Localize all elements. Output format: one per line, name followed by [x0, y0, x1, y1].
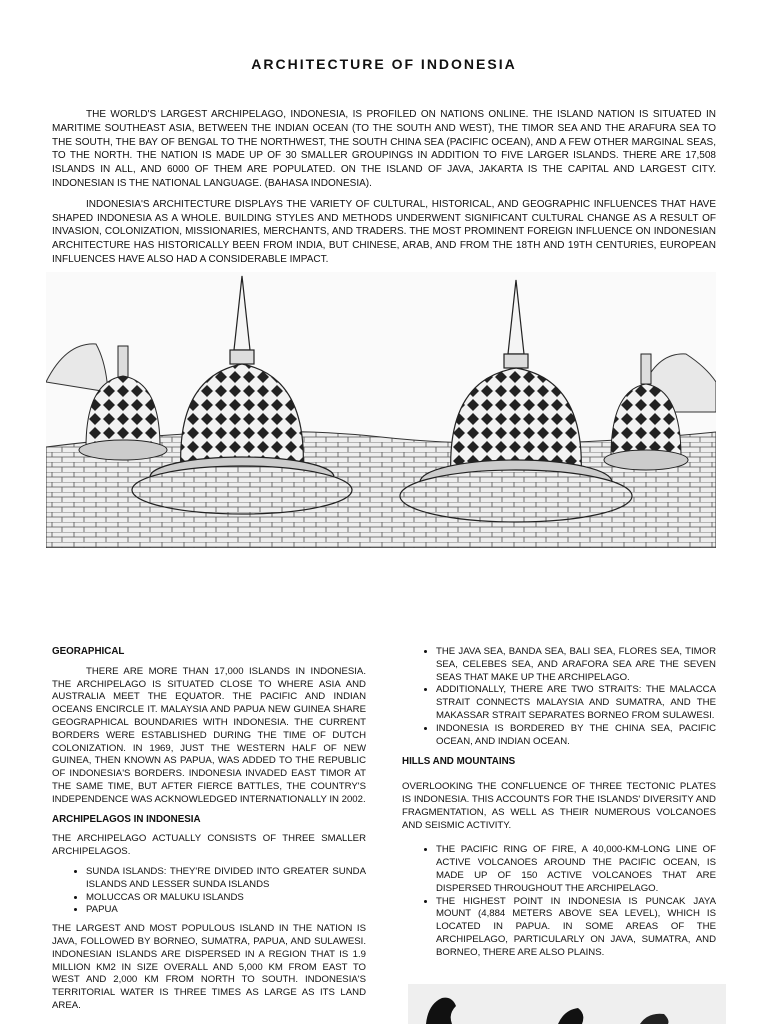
seas-list — [402, 646, 716, 748]
list-item: • INDONESIA IS BORDERED BY THE CHINA SEA, PACIFIC OCEAN, AND INDIAN OCEAN. — [436, 723, 716, 749]
hills-heading: HILLS AND MOUNTAINS — [402, 756, 516, 768]
borobudur-stupa-illustration — [46, 272, 716, 548]
hills-list — [402, 844, 716, 959]
list-item: • THE JAVA SEA, BANDA SEA, BALI SEA, FLORES SEA, TIMOR SEA, CELEBES SEA, AND ARAFORA SEA ARE THE SEVEN SEAS THAT MAKE UP THE ARCHIPELAGO. — [436, 646, 716, 684]
list-item: • PAPUA — [86, 904, 366, 917]
list-item: • THE HIGHEST POINT IN INDONESIA IS PUNCAK JAYA MOUNT (4,884 METERS ABOVE SEA LEVEL), WHICH IS LOCATED IN PAPUA. IN SOME AREAS OF THE ARCHIPELAGO, PARTICULARLY ON JAVA, SUMATRA, AND BORNEO, THERE ARE ALSO PLAINS. — [436, 896, 716, 960]
intro-paragraph: INDONESIA'S ARCHITECTURE DISPLAYS THE VARIETY OF CULTURAL, HISTORICAL, AND GEOGRAPHIC INFLUENCES THAT HAVE SHAPED INDONESIA AS A WHOLE. BUILDING STYLES AND METHODS UNDERWENT SIGNIFICANT CULTURAL CHANGE AS A RESULT OF INVASION, COLONIZATION, MISSIONARIES, MERCHANTS, AND TRADERS. THE MOST PROMINENT FOREIGN INFLUENCE ON INDONESIAN ARCHITECTURE HAS HISTORICALLY BEEN FROM INDIA, BUT CHINESE, ARAB, AND FROM THE 18TH AND 19TH CENTURIES, EUROPEAN INFLUENCES HAVE ALSO HAD A CONSIDERABLE IMPACT. — [52, 198, 716, 265]
list-item: • MOLUCCAS OR MALUKU ISLANDS — [86, 892, 366, 905]
intro-paragraph: THE WORLD'S LARGEST ARCHIPELAGO, INDONESIA, IS PROFILED ON NATIONS ONLINE. THE ISLAND NATION IS SITUATED IN MARITIME SOUTHEAST ASIA, BETWEEN THE INDIAN OCEAN (TO THE SOUTH AND WEST), THE TIMOR SEA AND THE ARAFURA SEA TO THE SOUTH, THE BAY OF BENGAL TO THE NORTHWEST, THE SOUTH CHINA SEA (PACIFIC OCEAN), AND A FEW OTHER MARGINAL SEAS, TO THE NORTH. THE NATION IS MADE UP OF 30 SMALLER GROUPINGS IN ADDITION TO FIVE LARGER ISLANDS. THERE ARE 17,508 ISLANDS IN ALL, AND 6000 OF THEM ARE POPULATED. ON THE ISLAND OF JAVA, JAKARTA IS THE CAPITAL AND LARGEST CITY. INDONESIAN IS THE NATIONAL LANGUAGE. (BAHASA INDONESIA). — [52, 109, 716, 189]
archipelagos-text: THE LARGEST AND MOST POPULOUS ISLAND IN THE NATION IS JAVA, FOLLOWED BY BORNEO, SUMATRA, PAPUA, AND SULAWESI. INDONESIAN ISLANDS ARE DISPERSED IN A REGION THAT IS 1.9 MILLION KM2 IN SIZE OVERALL AND 5,000 KM FROM EAST TO WEST AND 2,000 KM FROM NORTH TO SOUTH. INDONESIA'S TERRITORIAL WATER IS THREE TIMES AS LARGE AS ITS LAND AREA. — [52, 923, 366, 1011]
indonesia-map-illustration — [408, 984, 726, 1024]
archipelagos-heading: ARCHIPELAGOS IN INDONESIA — [52, 813, 201, 825]
list-item: • ADDITIONALLY, THERE ARE TWO STRAITS: THE MALACCA STRAIT CONNECTS MALAYSIA AND SUMATRA, AND THE MAKASSAR STRAIT SEPARATES BORNEO FROM SULAWESI. — [436, 684, 716, 722]
list-item: • SUNDA ISLANDS: THEY'RE DIVIDED INTO GREATER SUNDA ISLANDS AND LESSER SUNDA ISLANDS — [86, 866, 366, 892]
archipelagos-intro: THE ARCHIPELAGO ACTUALLY CONSISTS OF THREE SMALLER ARCHIPELAGOS. — [52, 833, 366, 858]
archipelagos-list — [52, 866, 366, 917]
page-title: ARCHITECTURE OF INDONESIA — [251, 56, 517, 72]
hills-text: OVERLOOKING THE CONFLUENCE OF THREE TECTONIC PLATES IS INDONESIA. THIS ACCOUNTS FOR THE ISLANDS' DIVERSITY AND FRAGMENTATION, AS WELL AS THEIR NUMEROUS VOLCANOES AND SEISMIC ACTIVITY. — [402, 781, 716, 831]
left-column — [52, 646, 366, 1020]
list-item: • THE PACIFIC RING OF FIRE, A 40,000-KM-LONG LINE OF ACTIVE VOLCANOES AROUND THE PACIFIC OCEAN, IS MADE UP OF 150 ACTIVE VOLCANOES THAT ARE DISPERSED THROUGHOUT THE ARCHIPELAGO. — [436, 844, 716, 895]
right-column — [402, 646, 716, 966]
geographical-text: THERE ARE MORE THAN 17,000 ISLANDS IN INDONESIA. THE ARCHIPELAGO IS SITUATED CLOSE TO WHERE ASIA AND AUSTRALIA MEET THE EQUATOR. THE PACIFIC AND INDIAN OCEANS ENCIRCLE IT. MALAYSIA AND PAPUA NEW GUINEA SHARE GEOGRAPHICAL BOUNDARIES WITH INDONESIA. THE CURRENT BORDERS WERE ESTABLISHED DURING THE TIME OF DUTCH COLONIZATION. IN 1969, JUST THE WESTERN HALF OF NEW GUINEA, THEN KNOWN AS PAPUA, WAS ADDED TO THE REPUBLIC OF INDONESIA'S BORDERS. INDONESIA INVADED EAST TIMOR AT THE SAME TIME, BUT AFTER FIERCE BATTLES, THE COUNTRY'S INDEPENDENCE WAS ACKNOWLEDGED INTERNATIONALLY IN 2002. — [52, 665, 366, 805]
geographical-heading: GEORAPHICAL — [52, 646, 125, 657]
intro-section — [52, 108, 716, 274]
